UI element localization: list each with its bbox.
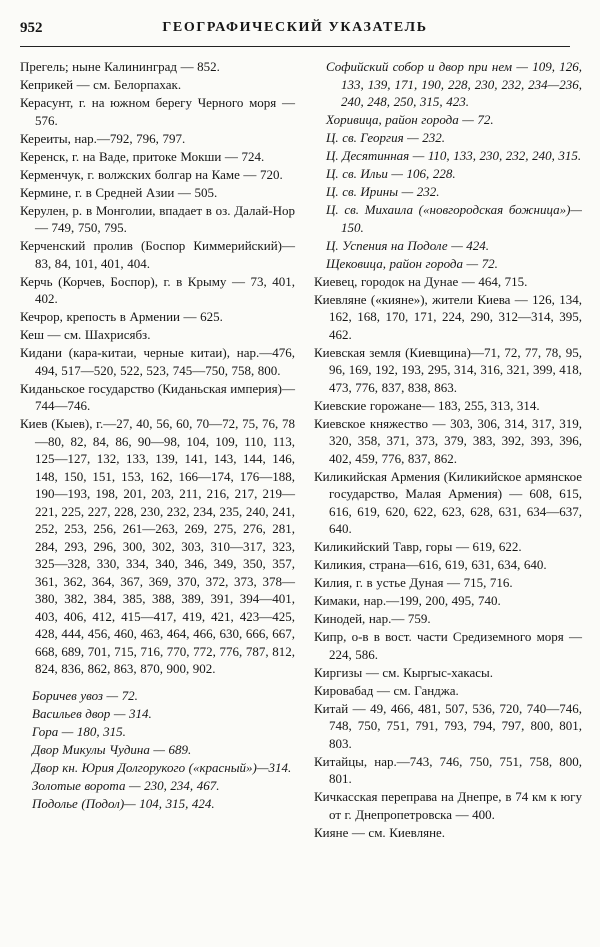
index-entry: Киликийский Тавр, горы — 619, 622. xyxy=(314,539,522,554)
index-entry: Керасунт, г. на южном берегу Черного моря — 576. xyxy=(20,95,295,128)
index-entry-kiev: Киев (Кыев), г.—27, 40, 56, 60, 70—72, 75, 76, 78—80, 82, 84, 86, 90—98, 104, 109, 110, 113, 125—127, 132, 133, 139, 141, 143, 144, 146, 148, 150, 151, 153, 162, 166—174, 176—188, 190—193, 198, 201, 203, 211, 216, 217, 219—221, 225, 227, 228, 230, 232, 234, 235, 240, 241, 252, 253, 256, 261—263, 269, 275, 276, 281, 284, 293, 296, 300, 302, 303, 310—317, 323, 325—328, 330, 334, 340, 346, 349, 350, 357, 361, 362, 364, 367, 369, 370, 372, 373, 378—380, 382, 384, 385, 388, 389, 391, 394—401, 403, 406, 412, 415—417, 419, 421, 423—425, 428, 444, 456, 460, 463, 464, 466, 630, 666, 667, 668, 689, 701, 715, 716, 770, 772, 776, 787, 812, 824, 836, 862, 863, 870, 900, 902. xyxy=(20,416,295,676)
index-entry: Керченский пролив (Боспор Киммерийский)—83, 84, 101, 401, 404. xyxy=(20,238,295,271)
index-entry: Киргизы — см. Кыргыс-хакасы. xyxy=(314,664,493,680)
index-entry: Кияне — см. Киевляне. xyxy=(314,824,446,840)
index-entry: Китай — 49, 466, 481, 507, 536, 720, 740—746, 748, 750, 751, 791, 793, 794, 797, 800, 801, 803. xyxy=(314,700,582,751)
index-sub-entry: Подолье (Подол)— 104, 315, 424. xyxy=(32,795,215,811)
index-entry: Китайцы, нар.—743, 746, 750, 751, 758, 800, 801. xyxy=(314,753,582,786)
index-sub-entry: Ц. св. Георгия — 232. xyxy=(326,130,446,145)
index-entry: Кичкасская переправа на Днепре, в 74 км к югу от г. Днепропетровска — 400. xyxy=(314,789,582,822)
index-entry: Киевские горожане— 183, 255, 313, 314. xyxy=(314,397,540,413)
index-entry: Керчь (Корчев, Боспор), г. в Крыму — 73, 401, 402. xyxy=(20,273,295,306)
index-entry: Кереиты, нар.—792, 796, 797. xyxy=(20,130,186,146)
index-entry: Кинодей, нар.— 759. xyxy=(314,611,431,626)
index-entry: Киданьское государство (Киданьская империя)— 744—746. xyxy=(20,380,295,413)
index-sub-entry: Двор кн. Юрия Долгорукого («красный»)—314. xyxy=(32,759,292,775)
index-entry: Киевляне («кияне»), жители Киева — 126, 134, 162, 168, 170, 171, 224, 290, 312—314, 395, 462. xyxy=(314,291,582,342)
index-sub-entry: Ц. св. Михаила («новгородская божница»)— 150. xyxy=(326,202,582,235)
index-entry: Килия, г. в устье Дуная — 715, 716. xyxy=(314,575,513,590)
index-entry: Киликия, страна—616, 619, 631, 634, 640. xyxy=(314,557,547,572)
index-entry: Кеприкей — см. Белорпахак. xyxy=(20,77,182,92)
index-entry: Киликийская Армения (Киликийское армянское государство, Малая Армения) — 608, 615, 616, 619, 620, 622, 623, 628, 631, 634—637, 640. xyxy=(314,468,582,536)
index-sub-entry: Ц. Десятинная — 110, 133, 230, 232, 240, 315. xyxy=(326,148,582,163)
index-sub-entry: Ц. св. Ирины — 232. xyxy=(326,184,440,199)
index-sub-entry: Гора — 180, 315. xyxy=(32,723,126,739)
index-entry: Кировабад — см. Ганджа. xyxy=(314,682,459,698)
page-number: 952 xyxy=(20,20,43,36)
index-entry: Киевец, городок на Дунае — 464, 715. xyxy=(314,273,528,289)
index-entry: Кидани (кара-китаи, черные китаи), нар.—476, 494, 517—520, 522, 523, 745—750, 758, 800. xyxy=(20,345,295,378)
index-entry: Прегель; ныне Калининград — 852. xyxy=(20,59,220,74)
index-entry: Кеш — см. Шахрисябз. xyxy=(20,327,151,342)
left-column xyxy=(20,58,295,813)
index-sub-entry: Софийский собор и двор при нем — 109, 126, 133, 139, 171, 190, 228, 230, 232, 234—236, 240, 248, 250, 315, 423. xyxy=(326,59,582,109)
index-entry: Кермине, г. в Средней Азии — 505. xyxy=(20,184,218,200)
index-entry: Керменчук, г. волжских болгар на Каме — 720. xyxy=(20,166,283,182)
index-entry: Кипр, о-в в вост. части Средиземного моря — 224, 586. xyxy=(314,629,582,662)
index-sub-entry: Васильев двор — 314. xyxy=(32,705,152,721)
page-header xyxy=(20,20,570,47)
index-sub-entry: Ц. св. Ильи — 106, 228. xyxy=(326,166,456,181)
index-entry: Кимаки, нар.—199, 200, 495, 740. xyxy=(314,593,501,608)
index-entry: Керенск, г. на Ваде, притоке Мокши — 724. xyxy=(20,148,265,164)
index-sub-entry: Золотые ворота — 230, 234, 467. xyxy=(32,777,220,793)
index-sub-entry: Хоривица, район города — 72. xyxy=(326,112,494,127)
index-entry: Керулен, р. в Монголии, впадает в оз. Далай-Нор — 749, 750, 795. xyxy=(20,202,295,235)
index-entry: Киевское княжество — 303, 306, 314, 317, 319, 320, 358, 371, 373, 379, 383, 392, 393, 396, 402, 459, 776, 837, 862. xyxy=(314,415,582,466)
index-entry: Кечрор, крепость в Армении — 625. xyxy=(20,309,223,324)
index-sub-entry: Щековица, район города — 72. xyxy=(326,255,498,271)
index-entry: Киевская земля (Киевщина)—71, 72, 77, 78, 95, 96, 169, 192, 193, 295, 314, 316, 321, 399, 418, 473, 776, 837, 838, 863. xyxy=(314,344,582,395)
index-sub-entry: Ц. Успения на Подоле — 424. xyxy=(326,237,490,253)
running-title: ГЕОГРАФИЧЕСКИЙ УКАЗАТЕЛЬ xyxy=(162,20,428,35)
index-sub-entry: Боричев увоз — 72. xyxy=(32,687,138,703)
index-sub-entry: Двор Микулы Чудина — 689. xyxy=(32,741,192,757)
right-column xyxy=(314,58,582,842)
